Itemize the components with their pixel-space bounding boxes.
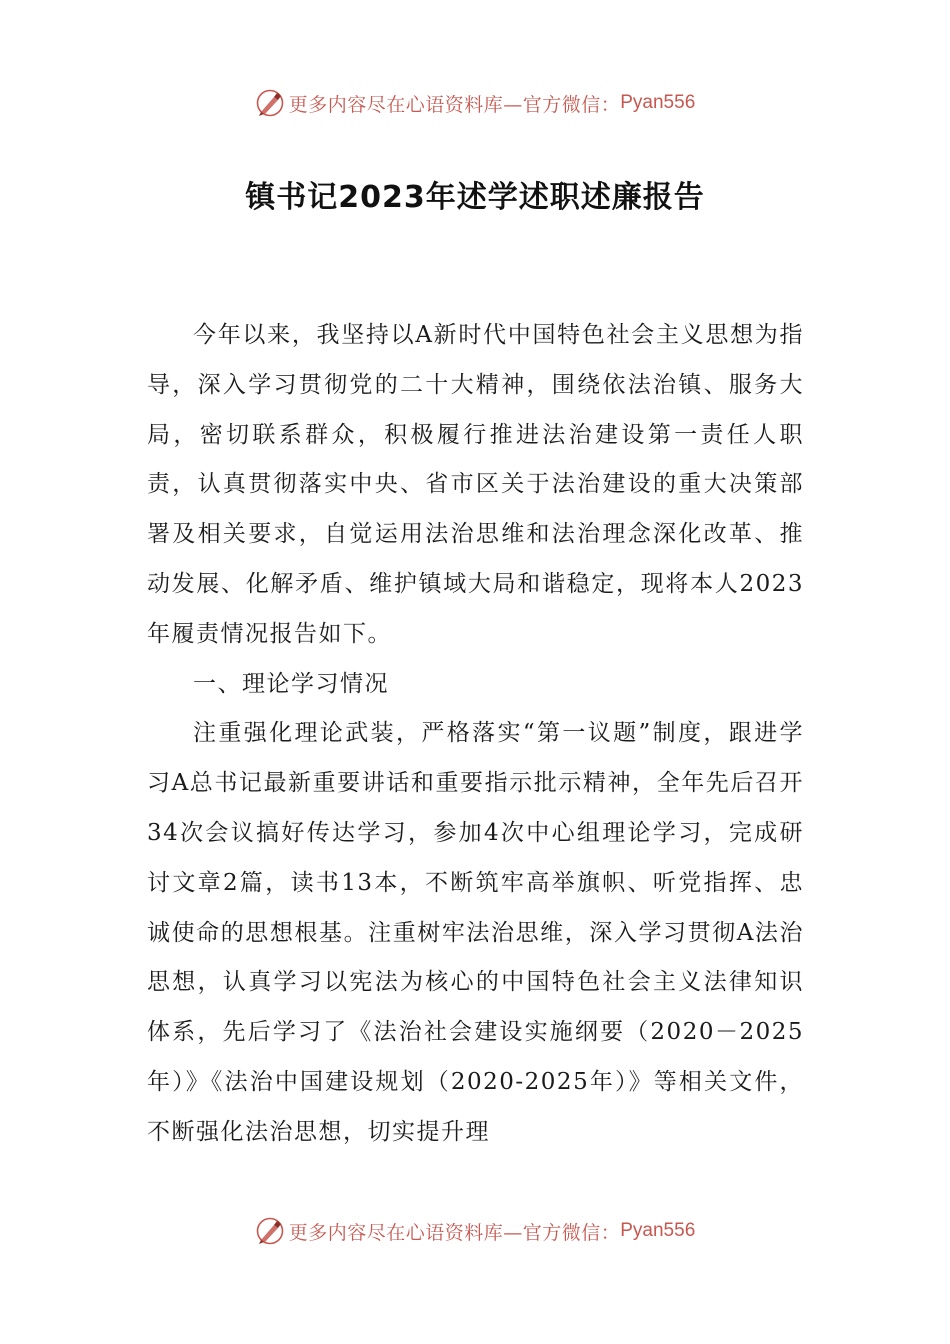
watermark-text: 更多内容尽在心语资料库—官方微信：: [288, 1221, 621, 1244]
watermark-wechat-id: Pyan556: [620, 92, 696, 113]
watermark-wechat-id: Pyan556: [620, 1220, 696, 1241]
watermark-footer: [0, 1211, 950, 1251]
pen-nib-logo: [255, 1216, 285, 1246]
watermark-text: 更多内容尽在心语资料库—官方微信：: [288, 93, 621, 116]
watermark-header: [0, 83, 950, 123]
section-heading: 一、理论学习情况: [193, 670, 389, 697]
body-paragraph: 注重强化理论武装，严格落实“第一议题”制度，跟进学习A总书记最新重要讲话和重要指示批示精神，全年先后召开34次会议搞好传达学习，参加4次中心组理论学习，完成研讨文章2篇，读书13本，不断筑牢高举旗帜、听党指挥、忠诚使命的思想根基。注重树牢法治思维，深入学习贯彻A法治思想，认真学习以宪法为核心的中国特色社会主义法律知识体系，先后学习了《法治社会建设实施纲要（2020－2025年）》《法治中国建设规划（2020-2025年）》等相关文件，不断强化法治思想，切实提升理: [147, 720, 804, 1145]
document-title: 镇书记2023年述学述职述廉报告: [245, 180, 705, 215]
pen-nib-logo: [255, 88, 285, 118]
intro-paragraph: 今年以来，我坚持以A新时代中国特色社会主义思想为指导，深入学习贯彻党的二十大精神，围绕依法治镇、服务大局，密切联系群众，积极履行推进法治建设第一责任人职责，认真贯彻落实中央、省市区关于法治建设的重大决策部署及相关要求，自觉运用法治思维和法治理念深化改革、推动发展、化解矛盾、维护镇域大局和谐稳定，现将本人2023年履责情况报告如下。: [147, 322, 804, 647]
document-body: [147, 311, 804, 1158]
